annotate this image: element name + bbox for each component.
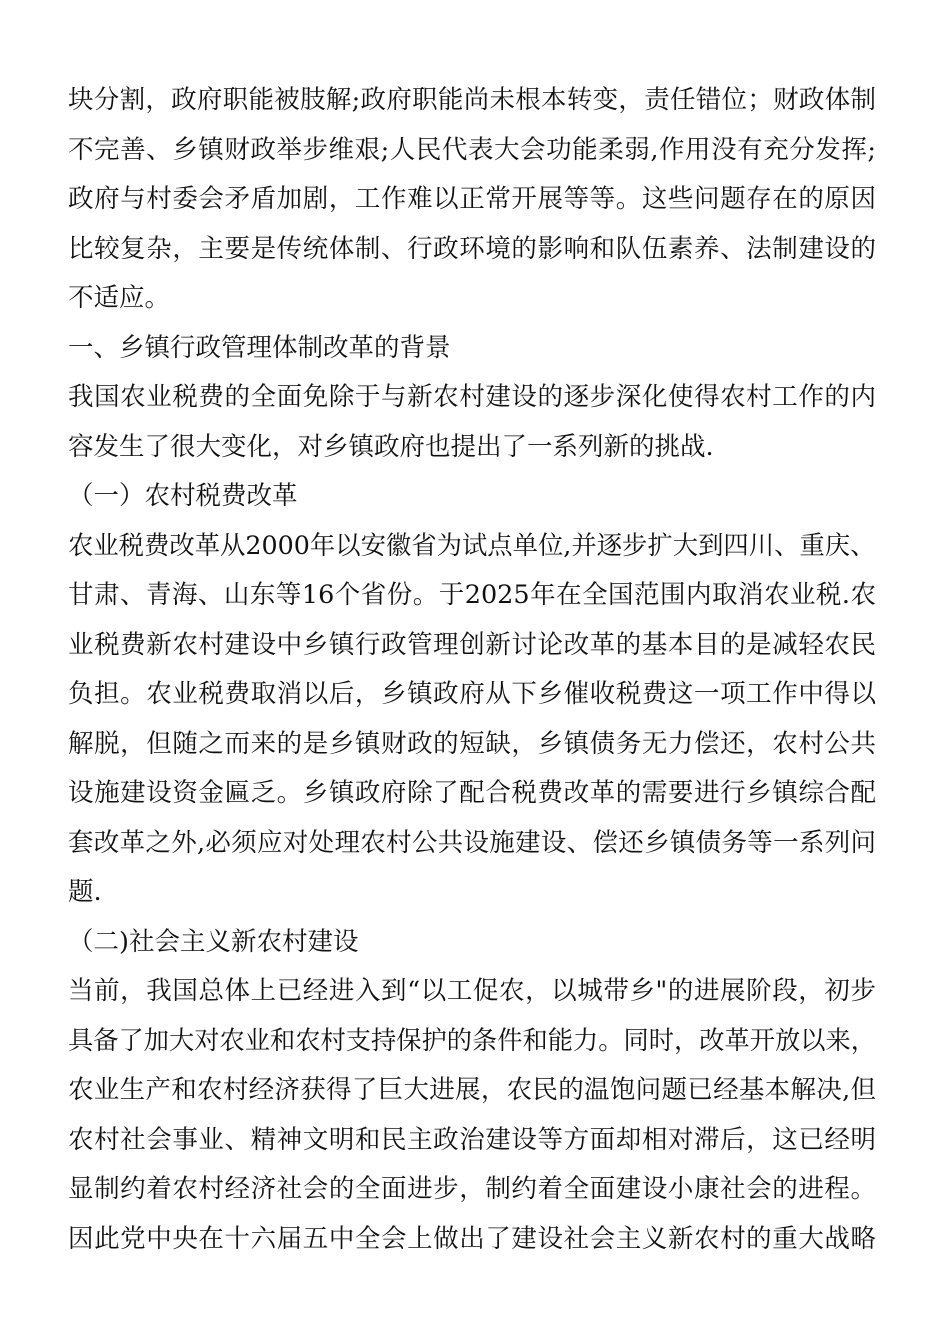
paragraph-line: 解脱，但随之而来的是乡镇财政的短缺，乡镇债务无力偿还，农村公共: [68, 728, 876, 759]
paragraph-line: 不完善、乡镇财政举步维艰;人民代表大会功能柔弱,作用没有充分发挥;: [68, 134, 876, 165]
paragraph-line: 显制约着农村经济社会的全面进步，制约着全面建设小康社会的进程。: [68, 1174, 876, 1204]
paragraph-line: 设施建设资金匾乏。乡镇政府除了配合税费改革的需要进行乡镇综合配: [68, 778, 876, 808]
section-heading: （二)社会主义新农村建设: [68, 926, 359, 957]
paragraph-line: 负担。农业税费取消以后，乡镇政府从下乡催收税费这一项工作中得以: [68, 679, 876, 709]
paragraph-line: 因此党中央在十六届五中全会上做出了建设社会主义新农村的重大战略: [68, 1223, 876, 1254]
paragraph-line: 当前，我国总体上已经进入到“以工促农，以城带乡"的进展阶段，初步: [68, 976, 876, 1006]
section-heading: （一）农村税费改革: [68, 481, 298, 511]
paragraph-line: 不适应。: [68, 283, 171, 313]
paragraph-line: 块分割，政府职能被肢解;政府职能尚未根本转变，责任错位；财政体制: [68, 85, 876, 115]
paragraph-line: 甘肃、青海、山东等16个省份。于2025年在全国范围内取消农业税.农: [68, 580, 876, 610]
paragraph-line: 比较复杂，主要是传统体制、行政环境的影响和队伍素养、法制建设的: [68, 233, 876, 264]
document-body: [68, 76, 876, 1264]
paragraph-line: 套改革之外,必须应对处理农村公共设施建设、偿还乡镇债务等一系列问: [68, 827, 876, 858]
paragraph-line: 农业税费改革从2000年以安徽省为试点单位,并逐步扩大到四川、重庆、: [68, 530, 876, 561]
paragraph-line: 政府与村委会矛盾加剧，工作难以正常开展等等。这些问题存在的原因: [68, 184, 876, 214]
paragraph-line: 题.: [68, 877, 102, 907]
paragraph-line: 具备了加大对农业和农村支持保护的条件和能力。同时，改革开放以来，: [68, 1025, 877, 1056]
paragraph-line: 我国农业税费的全面免除于与新农村建设的逐步深化使得农村工作的内: [68, 382, 876, 412]
paragraph-line: 农村社会事业、精神文明和民主政治建设等方面却相对滞后，这已经明: [68, 1124, 876, 1155]
paragraph-line: 农业生产和农村经济获得了巨大进展，农民的温饱问题已经基本解决,但: [68, 1075, 876, 1105]
paragraph-line: 业税费新农村建设中乡镇行政管理创新讨论改革的基本目的是减轻农民: [68, 629, 876, 660]
paragraph-line: 容发生了很大变化，对乡镇政府也提出了一系列新的挑战.: [68, 431, 714, 462]
section-heading: 一、乡镇行政管理体制改革的背景: [68, 332, 451, 363]
